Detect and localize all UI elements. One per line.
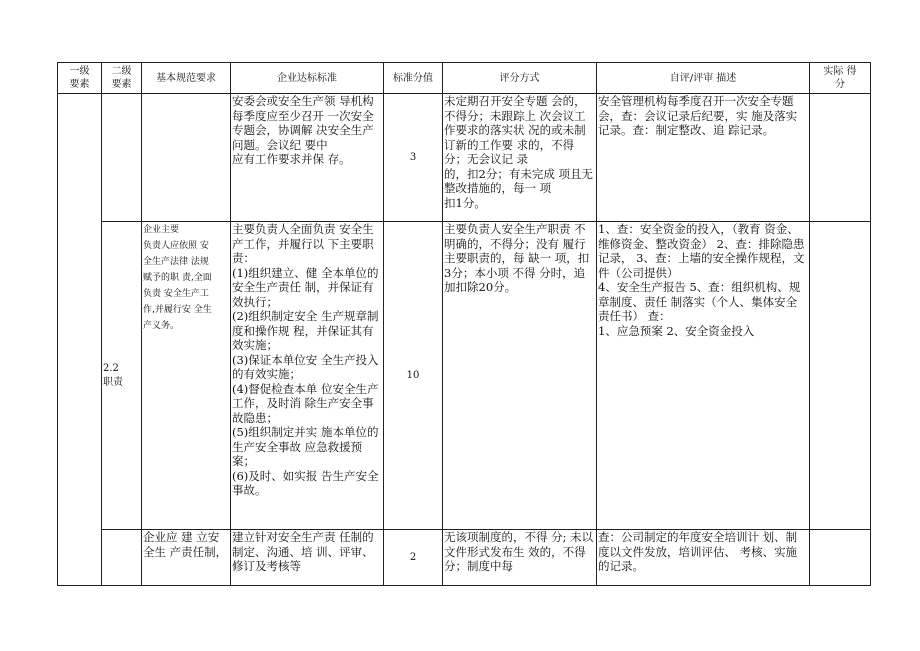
table-row — [58, 94, 871, 222]
scoring-cell: 无该项制度的，不得 分; 未以文件形式发布生 效的，不得分；制度中每 — [443, 530, 597, 586]
basic-req-cell: 企业主要 负责人应依照 安 全生产法律 法规 赋予的职 责,全面 负责 安全生产工 作,并履行安 全生 产义务。 — [142, 222, 231, 530]
header-review: 自评/评审 描述 — [597, 63, 810, 94]
standard-cell: 建立针对安全生产责 任制的制定、沟通、培 训、评审、修订及考核等 — [231, 530, 384, 586]
level2-cell: 2.2 职责 — [102, 222, 142, 530]
scoring-cell: 主要负责人安全生产职责 不明确的，不得分；没有 履行主要职责的，每 缺一 项，扣3分；本小项 不得 分时，追加扣除20分。 — [443, 222, 597, 530]
points-cell: 2 — [384, 530, 443, 586]
review-cell: 查：公司制定的年度安全培训计 划、制度以文件发放，培训评估、 考核、实施的记录。 — [597, 530, 810, 586]
table-row — [58, 222, 871, 530]
review-cell: 安全管理机构每季度召开一次安全专题会，查：会议记录后纪要，实 施及落实记录。查：制定整改、追 踪记录。 — [597, 94, 810, 222]
table-row — [58, 530, 871, 586]
actual-cell — [810, 530, 871, 586]
header-points: 标准分值 — [384, 63, 443, 94]
assessment-table — [57, 62, 871, 586]
header-level2: 二级 要素 — [102, 63, 142, 94]
header-level1: 一级 要素 — [58, 63, 102, 94]
actual-cell — [810, 94, 871, 222]
review-cell: 1、查：安全资金的投入，（教育 资金、维修资金、整改资金） 2、查：排除隐患记录， 3、查：上墙的安全操作规程，文 件（公司提供） 4、安全生产报告 5、查：组织机构、规章制度、责任 制落实（个人、集体安全责任书） 查： 1、应急预案 2、安全资金投入 — [597, 222, 810, 530]
basic-req-cell: 企业应 建 立安全生 产责任制， — [142, 530, 231, 586]
header-basic-req: 基本规范要求 — [142, 63, 231, 94]
standard-cell: 安委会或安全生产领 导机构每季度应至少召开 一次安全专题会，协调解 决安全生产问题。会议纪 要中 应有工作要求并保 存。 — [231, 94, 384, 222]
basic-req-cell — [142, 94, 231, 222]
level1-cell — [58, 94, 102, 586]
points-cell: 3 — [384, 94, 443, 222]
level2-cell — [102, 94, 142, 222]
header-actual: 实际 得 分 — [810, 63, 871, 94]
actual-cell — [810, 222, 871, 530]
header-standard: 企业达标标准 — [231, 63, 384, 94]
header-row — [58, 63, 871, 94]
header-scoring: 评分方式 — [443, 63, 597, 94]
scoring-cell: 未定期召开安全专题 会的，不得分；未跟踪上 次会议工作要求的落实状 况的或未制订新的工作要 求的，不得分；无会议记 录 的，扣2分；有未完成 项且无整改措施的，每一 项 扣1分。 — [443, 94, 597, 222]
level2-cell — [102, 530, 142, 586]
standard-cell: 主要负责人全面负责 安全生产工作，并履行以 下主要职责： (1)组织建立、健 全本单位的安全生产责任 制，并保证有效执行； (2)组织制定安全 生产规章制度和操作规 程，并保证其有效实施； (3)保证本单位安 全生产投入的有效实施； (4)督促检查本单 位安全生产工作，及时消 除生产安全事故隐患； (5)组织制定并实 施本单位的生产安全事故 应急救援预案； (6)及时、如实报 告生产安全事故。 — [231, 222, 384, 530]
points-cell: 10 — [384, 222, 443, 530]
